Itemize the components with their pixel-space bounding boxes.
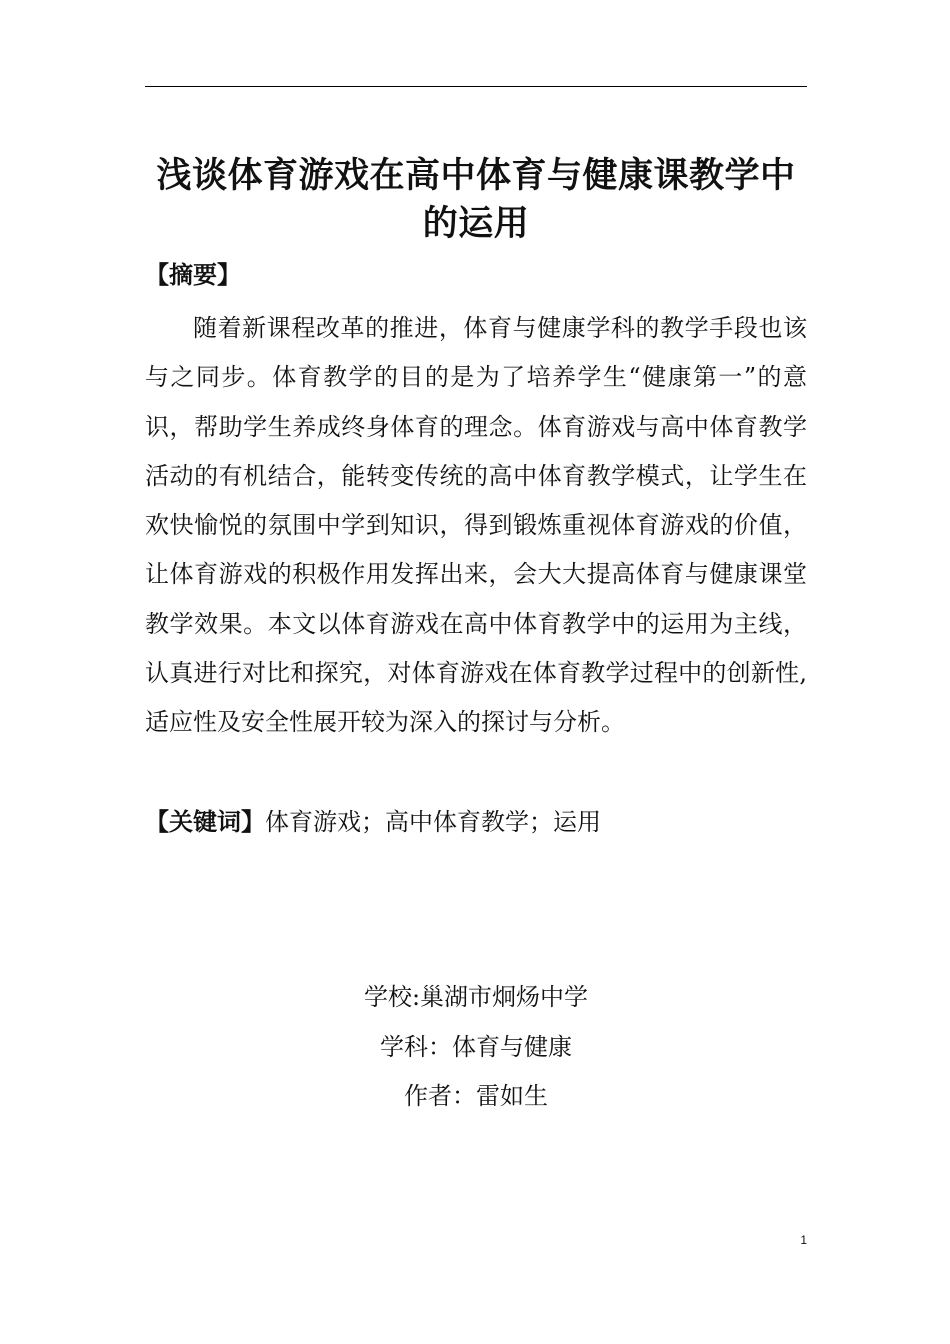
school-line: 学校:巢湖市炯炀中学 — [363, 983, 589, 1011]
subject-line: 学科：体育与健康 — [380, 1033, 572, 1061]
abstract-label: 【摘要】 — [145, 261, 241, 289]
abstract-text: 随着新课程改革的推进，体育与健康学科的教学手段也该与之同步。体育教学的目的是为了培养学生“健康第一”的意识，帮助学生养成终身体育的理念。体育游戏与高中体育教学活动的有机结合，能转变传统的高中体育教学模式，让学生在欢快愉悦的氛围中学到知识，得到锻炼重视体育游戏的价值，让体育游戏的积极作用发挥出来，会大大提高体育与健康课堂教学效果。本文以体育游戏在高中体育教学中的运用为主线，认真进行对比和探究，对体育游戏在体育教学过程中的创新性,适应性及安全性展开较为深入的探讨与分析。 — [145, 314, 807, 737]
keywords-text: 体育游戏；高中体育教学；运用 — [265, 808, 601, 836]
keywords-label: 【关键词】 — [145, 808, 265, 836]
header-rule — [145, 86, 807, 87]
keywords-line — [145, 802, 807, 842]
document-title: 浅谈体育游戏在高中体育与健康课教学中的运用 — [156, 156, 796, 244]
author-line: 作者：雷如生 — [404, 1082, 548, 1110]
page-number: 1 — [800, 1233, 807, 1247]
